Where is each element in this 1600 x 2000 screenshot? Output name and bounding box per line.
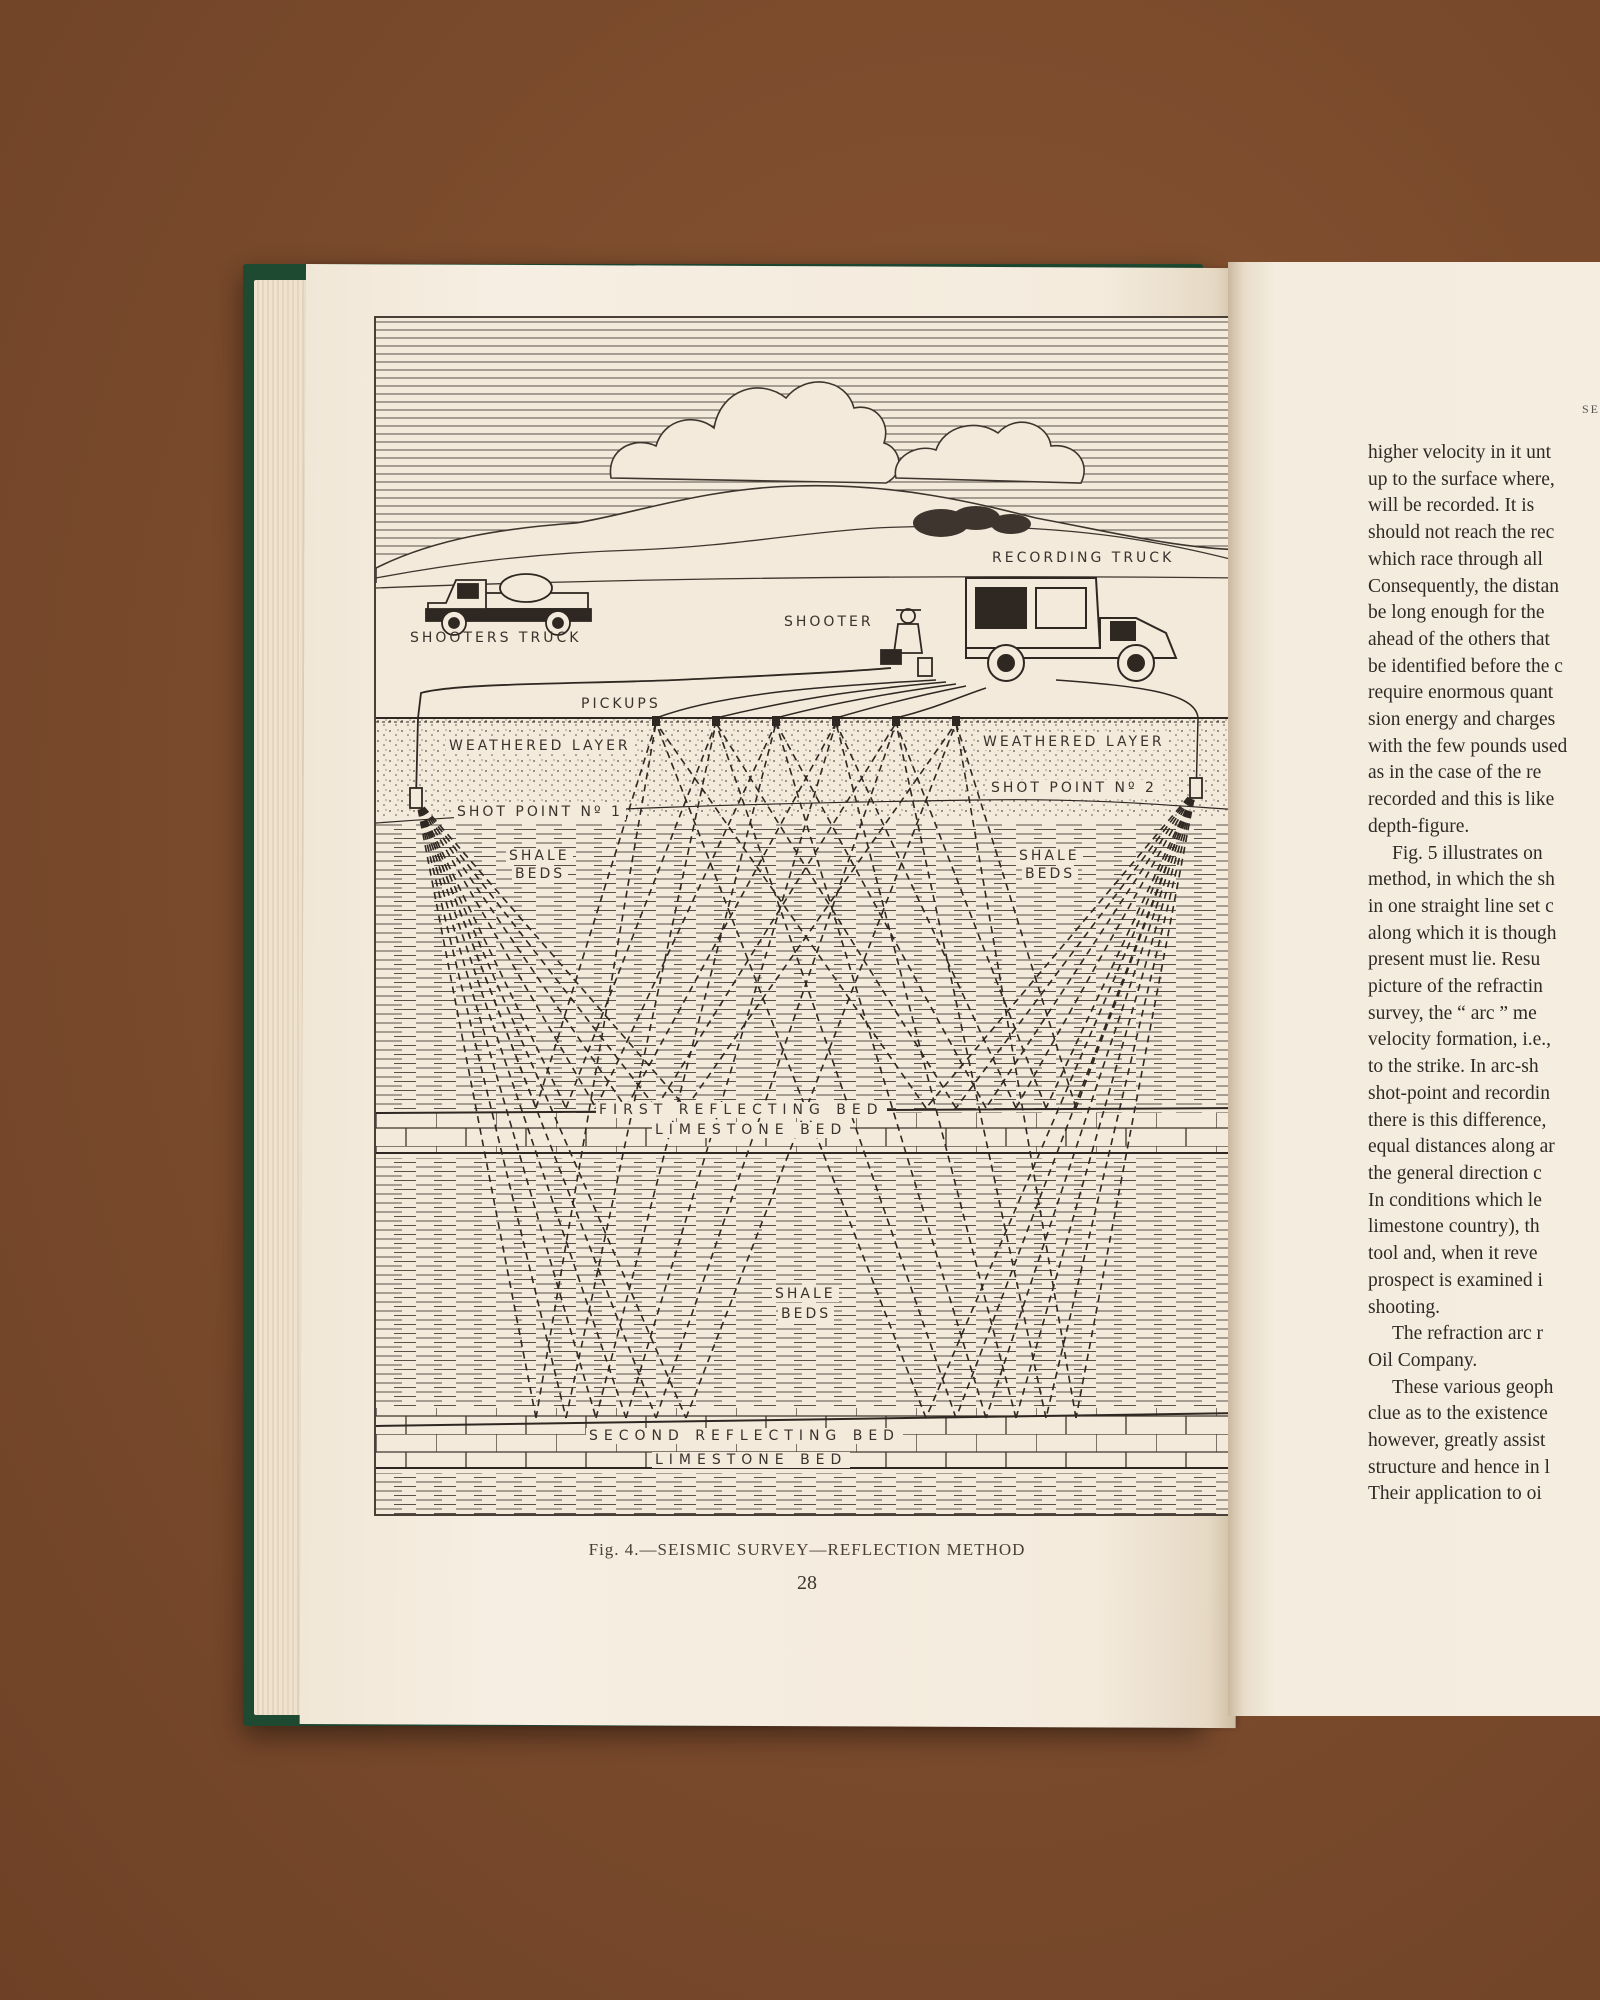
- running-head: SE: [1582, 402, 1600, 416]
- text-line: ahead of the others that: [1368, 628, 1550, 650]
- text-line: tool and, when it reve: [1368, 1243, 1538, 1265]
- label-first-limestone-bed: LIMESTONE BED: [652, 1122, 850, 1138]
- text-line: the general direction c: [1368, 1162, 1542, 1184]
- text-line: Their application to oi: [1368, 1483, 1542, 1505]
- text-line: shooting.: [1368, 1296, 1441, 1318]
- text-line: be long enough for the: [1368, 602, 1545, 624]
- text-line: These various geoph: [1392, 1376, 1554, 1398]
- text-line: will be recorded. It is: [1368, 495, 1535, 517]
- text-line: with the few pounds used: [1368, 735, 1568, 757]
- text-line: method, in which the sh: [1368, 869, 1555, 891]
- label-shooter: SHOOTER: [784, 614, 874, 630]
- text-line: be identified before the c: [1368, 655, 1563, 677]
- text-line: along which it is though: [1368, 922, 1557, 944]
- text-line: Consequently, the distan: [1368, 575, 1560, 597]
- text-line: picture of the refractin: [1368, 976, 1543, 998]
- illustration-drawing: [376, 318, 1242, 1514]
- label-shale-left-1: SHALE: [506, 848, 573, 864]
- label-shale-right-1: SHALE: [1016, 848, 1083, 864]
- label-second-limestone-bed: LIMESTONE BED: [652, 1452, 850, 1468]
- text-line: present must lie. Resu: [1368, 949, 1541, 971]
- text-line: Oil Company.: [1368, 1349, 1478, 1371]
- text-line: equal distances along ar: [1368, 1136, 1555, 1158]
- text-line: as in the case of the re: [1368, 762, 1542, 784]
- right-page: [1228, 262, 1600, 1716]
- label-first-reflecting-bed: FIRST REFLECTING BED: [596, 1102, 887, 1118]
- label-shooters-truck: SHOOTERS TRUCK: [410, 630, 582, 646]
- text-line: limestone country), th: [1368, 1216, 1540, 1238]
- label-shale-left-2: BEDS: [512, 866, 568, 882]
- label-shot-point-1: SHOT POINT Nº 1: [454, 804, 626, 820]
- label-shale-middle-1: SHALE: [772, 1286, 839, 1302]
- text-line: survey, the “ arc ” me: [1368, 1002, 1537, 1024]
- label-pickups: PICKUPS: [578, 696, 664, 712]
- text-line: structure and hence in l: [1368, 1456, 1550, 1478]
- text-line: clue as to the existence: [1368, 1403, 1548, 1425]
- label-recording-truck: RECORDING TRUCK: [992, 550, 1175, 566]
- text-line: require enormous quant: [1368, 682, 1554, 704]
- label-shot-point-2: SHOT POINT Nº 2: [988, 780, 1160, 796]
- text-line: velocity formation, i.e.,: [1368, 1029, 1552, 1051]
- text-line: however, greatly assist: [1368, 1430, 1546, 1452]
- text-line: which race through all: [1368, 548, 1543, 570]
- label-second-reflecting-bed: SECOND REFLECTING BED: [586, 1428, 903, 1444]
- text-line: higher velocity in it unt: [1368, 442, 1552, 463]
- text-line: depth-figure.: [1368, 815, 1470, 837]
- page-number: 28: [797, 1572, 817, 1594]
- label-weathered-layer-right: WEATHERED LAYER: [980, 734, 1168, 750]
- text-line: should not reach the rec: [1368, 522, 1555, 544]
- label-weathered-layer-left: WEATHERED LAYER: [446, 738, 634, 754]
- text-line: The refraction arc r: [1392, 1323, 1544, 1345]
- seismic-illustration: [374, 316, 1244, 1516]
- text-line: there is this difference,: [1368, 1109, 1547, 1131]
- text-line: prospect is examined i: [1368, 1269, 1543, 1291]
- text-line: in one straight line set c: [1368, 895, 1554, 917]
- label-shale-right-2: BEDS: [1022, 866, 1078, 882]
- text-line: Fig. 5 illustrates on: [1392, 842, 1543, 864]
- label-shale-middle-2: BEDS: [778, 1306, 834, 1322]
- figure-caption: Fig. 4.—SEISMIC SURVEY—REFLECTION METHOD: [588, 1540, 1026, 1559]
- text-line: recorded and this is like: [1368, 789, 1555, 811]
- body-text: [1368, 440, 1600, 1508]
- text-line: sion energy and charges: [1368, 709, 1556, 731]
- text-line: to the strike. In arc-sh: [1368, 1056, 1539, 1078]
- text-line: In conditions which le: [1368, 1189, 1542, 1211]
- text-line: up to the surface where,: [1368, 468, 1555, 490]
- text-line: shot-point and recordin: [1368, 1082, 1550, 1104]
